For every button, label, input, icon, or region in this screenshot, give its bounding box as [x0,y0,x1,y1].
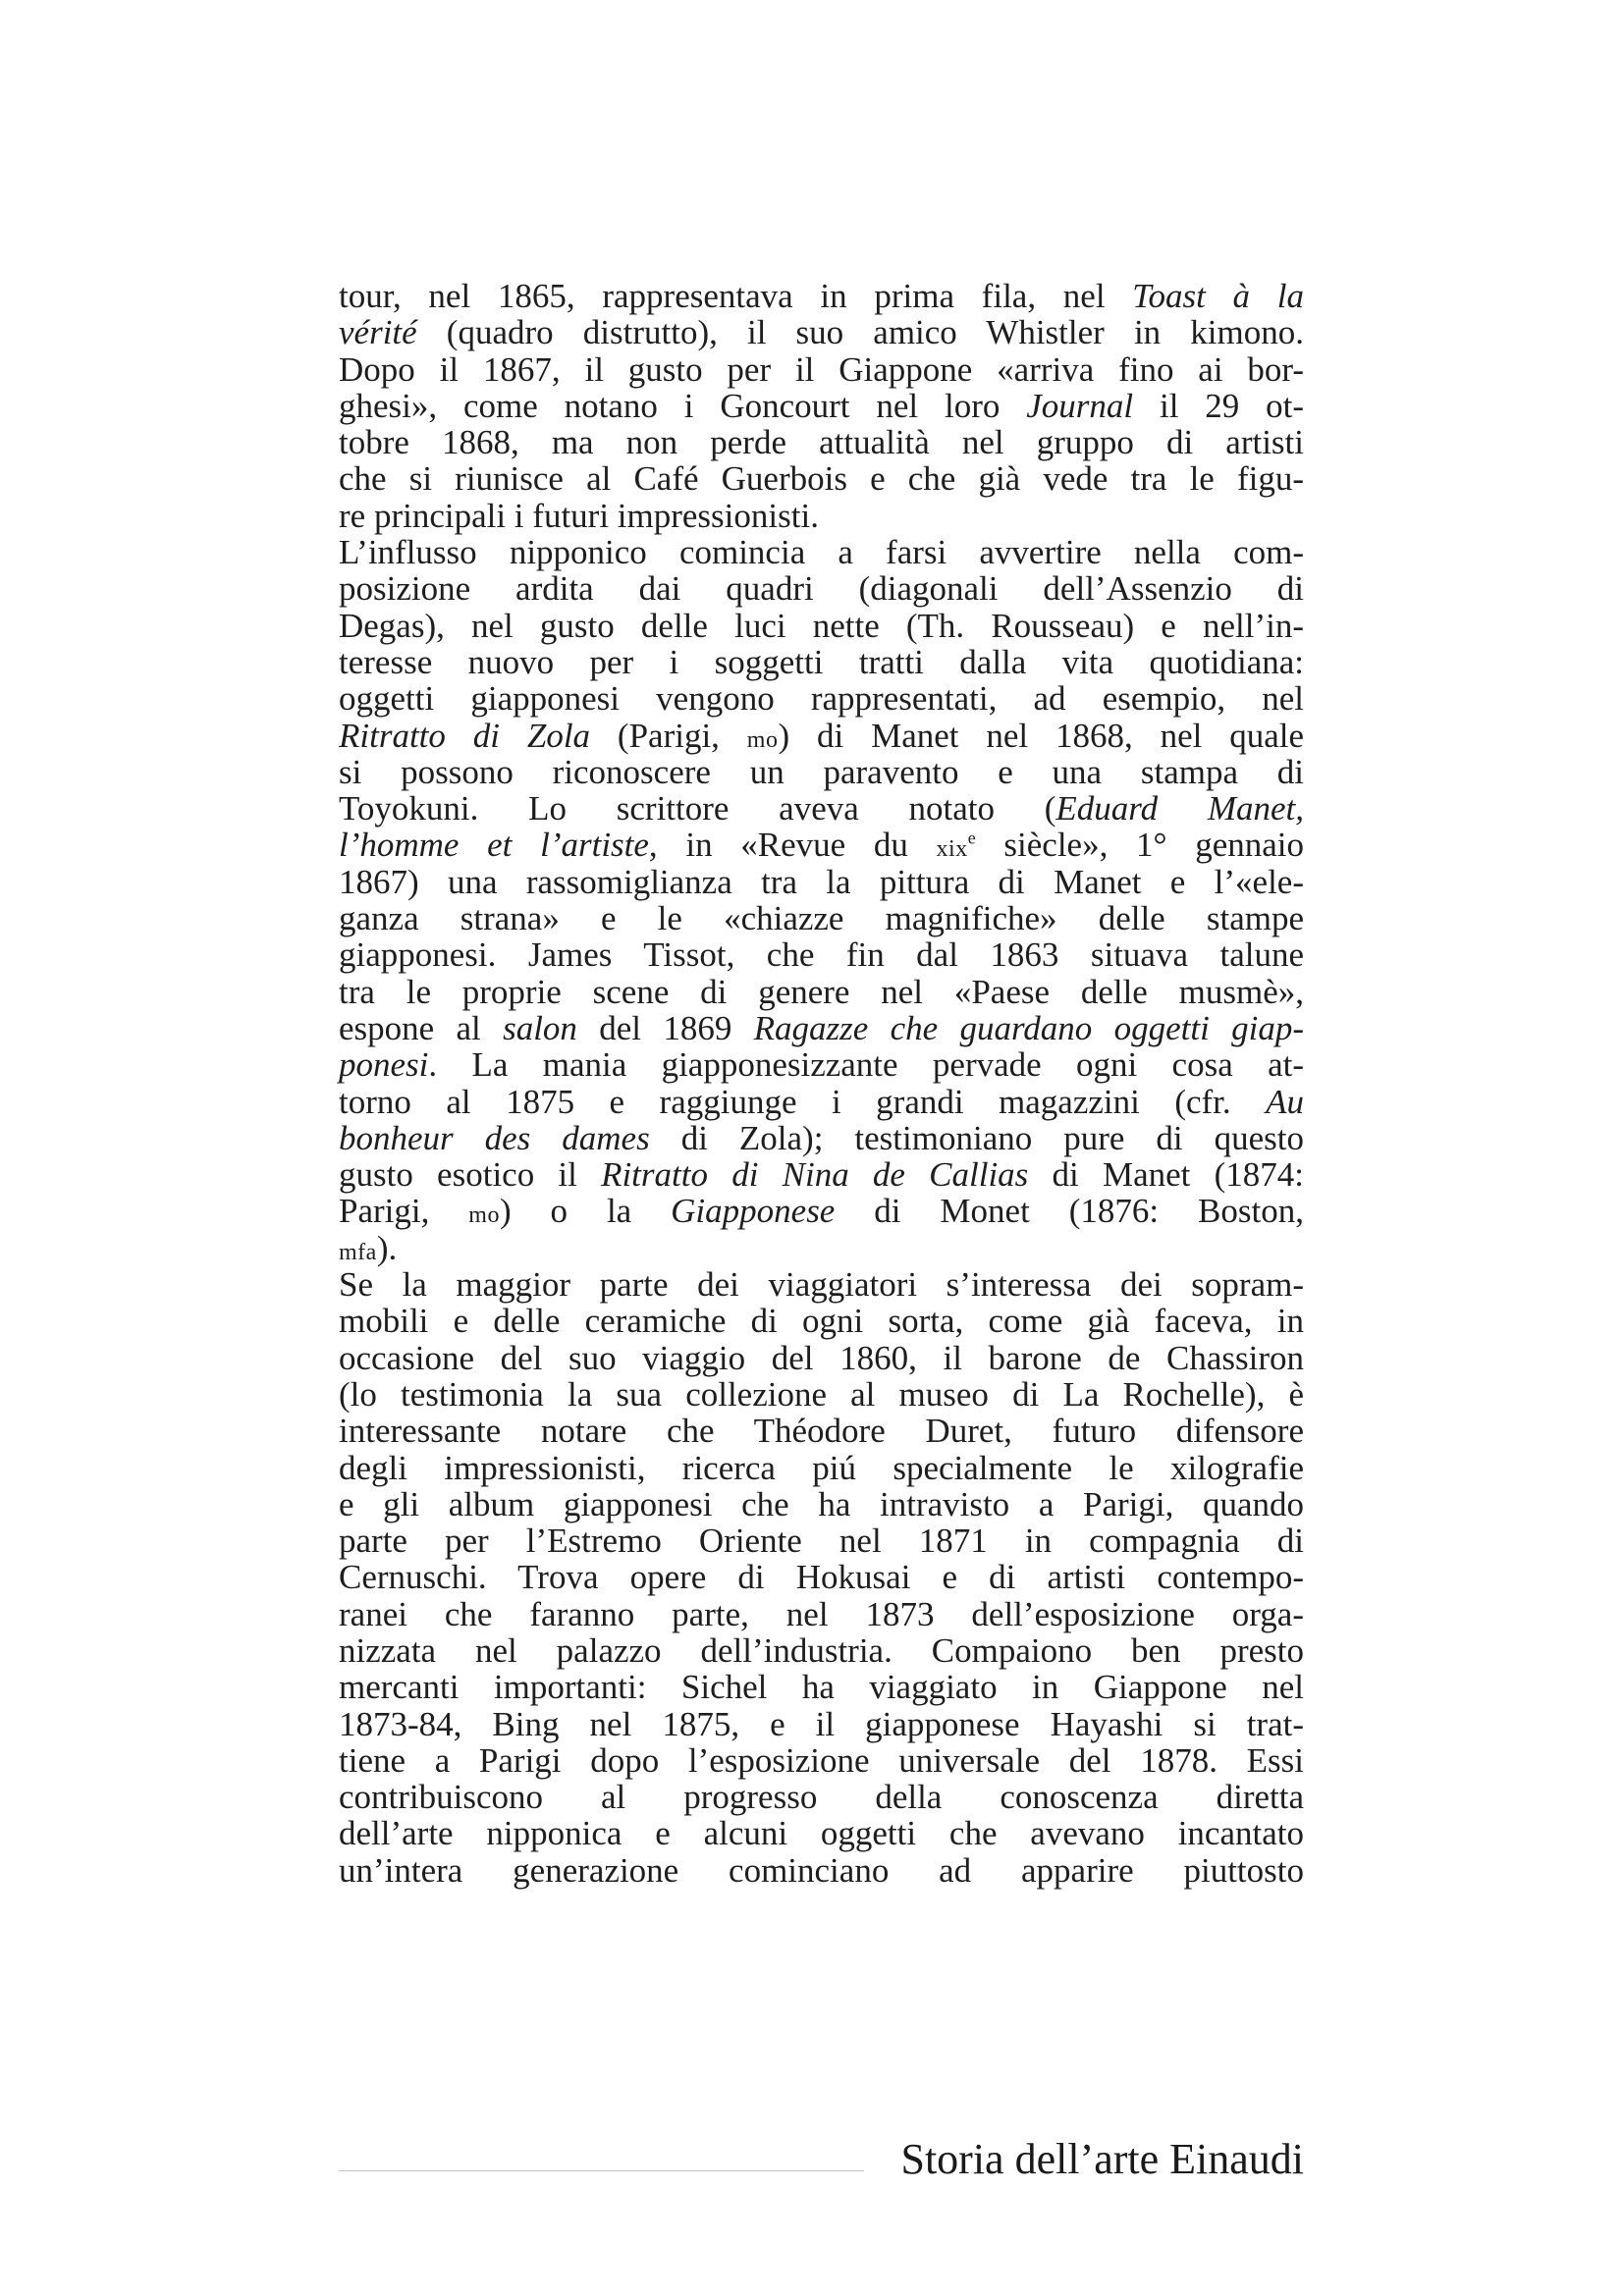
text-line: che si riunisce al Café Guerbois e che già vede tra le figu- [339,459,1304,499]
text-run: del 1869 [576,1008,754,1047]
text-run: (Parigi, [590,716,747,755]
body-text [339,278,1304,1889]
text-line [339,1230,1304,1266]
text-run: Toyokuni. Lo scrittore aveva notato ( [339,789,1056,828]
text-line: un’intera generazione cominciano ad apparire piuttosto [339,1850,1304,1890]
italic-run: Giapponese [671,1192,836,1231]
italic-run: Eduard Manet, [1055,789,1304,828]
text-line [339,827,1304,863]
italic-run: l’homme et l’artiste [339,826,649,865]
text-line: Dopo il 1867, il gusto per il Giappone «arriva fino ai bor- [339,349,1304,389]
text-line [339,1010,1304,1046]
text-line [339,1046,1304,1083]
small-caps-run: xix [936,836,968,863]
text-line: mobili e delle ceramiche di ogni sorta, come già faceva, in [339,1302,1304,1341]
text-line [339,278,1304,314]
text-line [339,1193,1304,1229]
text-run: Parigi, [339,1192,469,1231]
text-line: teresse nuovo per i soggetti tratti dalla vita quotidiana: [339,642,1304,681]
text-line: mercanti importanti: Sichel ha viaggiato in Giappone nel [339,1668,1304,1707]
italic-run: Ragazze che guardano oggetti giap- [753,1008,1304,1047]
text-line [339,790,1304,827]
text-run: tour, nel 1865, rappresentava in prima fila, nel [339,277,1133,315]
text-run: torno al 1875 e raggiunge i grandi magazzini (cfr. [339,1082,1267,1121]
text-line: Cernuschi. Trova opere di Hokusai e di artisti contempo- [339,1558,1304,1597]
superscript: e [967,828,976,848]
text-line: Se la maggior parte dei viaggiatori s’interessa dei sopram- [339,1265,1304,1305]
text-line [339,1156,1304,1193]
text-line: e gli album giapponesi che ha intravisto a Parigi, quando [339,1484,1304,1523]
text-line: (lo testimonia la sua collezione al museo di La Rochelle), è [339,1374,1304,1414]
text-line: tiene a Parigi dopo l’esposizione universale del 1878. Essi [339,1740,1304,1780]
text-line: si possono riconoscere un paravento e una stampa di [339,752,1304,791]
text-line: tobre 1868, ma non perde attualità nel gruppo di artisti [339,423,1304,462]
text-line: posizione ardita dai quadri (diagonali dell’Assenzio di [339,569,1304,609]
italic-run: salon [503,1008,577,1047]
italic-run: bonheur des dames [339,1118,650,1157]
text-line: 1873-84, Bing nel 1875, e il giapponese Hayashi si trat- [339,1704,1304,1743]
text-run: (quadro distrutto), il suo amico Whistler in kimono. [416,313,1304,352]
page-footer [0,2130,1623,2189]
text-run: espone al [339,1008,504,1047]
text-run: di Monet (1876: Boston, [835,1192,1304,1231]
small-caps-run: mo [468,1202,500,1229]
text-run: di Zola); testimoniano pure di questo [649,1118,1304,1157]
text-line: re principali i futuri impressionisti. [339,496,819,535]
text-run: . La mania giapponesizzante pervade ogni cosa at- [428,1045,1304,1085]
italic-run: Journal [1026,386,1134,425]
italic-run: Au [1266,1082,1304,1121]
text-line: parte per l’Estremo Oriente nel 1871 in compagnia di [339,1522,1304,1561]
text-run: siècle», 1° gennaio [975,826,1304,865]
small-caps-run: mo [746,726,779,753]
italic-run: vérité [339,313,417,352]
text-run: ). [376,1228,398,1267]
text-line: nizzata nel palazzo dell’industria. Compaiono ben presto [339,1630,1304,1670]
text-line [339,314,1304,350]
small-caps-run: mfa [339,1239,377,1265]
text-line [339,388,1304,424]
text-line: giapponesi. James Tissot, che fin dal 1863 situava talune [339,935,1304,975]
text-line [339,718,1304,754]
text-line [339,1120,1304,1156]
text-run: il 29 ot- [1133,386,1305,425]
text-line: dell’arte nipponica e alcuni oggetti che avevano incantato [339,1814,1304,1853]
italic-run: Ritratto di Zola [339,716,591,755]
italic-run: ponesi [339,1045,429,1085]
text-line [339,1084,1304,1120]
italic-run: Ritratto di Nina de Callias [601,1155,1029,1195]
text-run: ) di Manet nel 1868, nel quale [778,716,1305,755]
text-line: 1867) una rassomiglianza tra la pittura di Manet e l’«ele- [339,862,1304,901]
text-line: ganza strana» e le «chiazze magnifiche» delle stampe [339,899,1304,938]
text-line: oggetti giapponesi vengono rappresentati, ad esempio, nel [339,679,1304,719]
italic-run: Toast à la [1132,277,1304,315]
text-run: gusto esotico il [339,1155,602,1195]
footer-rule [339,2170,864,2171]
text-run: , in «Revue du [648,826,937,865]
text-line: L’influsso nipponico comincia a farsi avvertire nella com- [339,533,1304,572]
text-line: ranei che faranno parte, nel 1873 dell’esposizione orga- [339,1594,1304,1633]
text-line: occasione del suo viaggio del 1860, il barone de Chassiron [339,1338,1304,1377]
text-run: di Manet (1874: [1028,1155,1304,1195]
text-run: ghesi», come notano i Goncourt nel loro [339,386,1027,425]
text-line: interessante notare che Théodore Duret, futuro difensore [339,1412,1304,1451]
text-line: contribuiscono al progresso della conoscenza diretta [339,1778,1304,1817]
text-line: tra le proprie scene di genere nel «Paese delle musmè», [339,972,1304,1011]
text-line: Degas), nel gusto delle luci nette (Th. Rousseau) e nell’in- [339,606,1304,645]
text-line: degli impressionisti, ricerca piú specialmente le xilografie [339,1448,1304,1487]
footer-title: Storia dell’arte Einaudi [900,2135,1304,2183]
text-run: ) o la [499,1192,672,1231]
